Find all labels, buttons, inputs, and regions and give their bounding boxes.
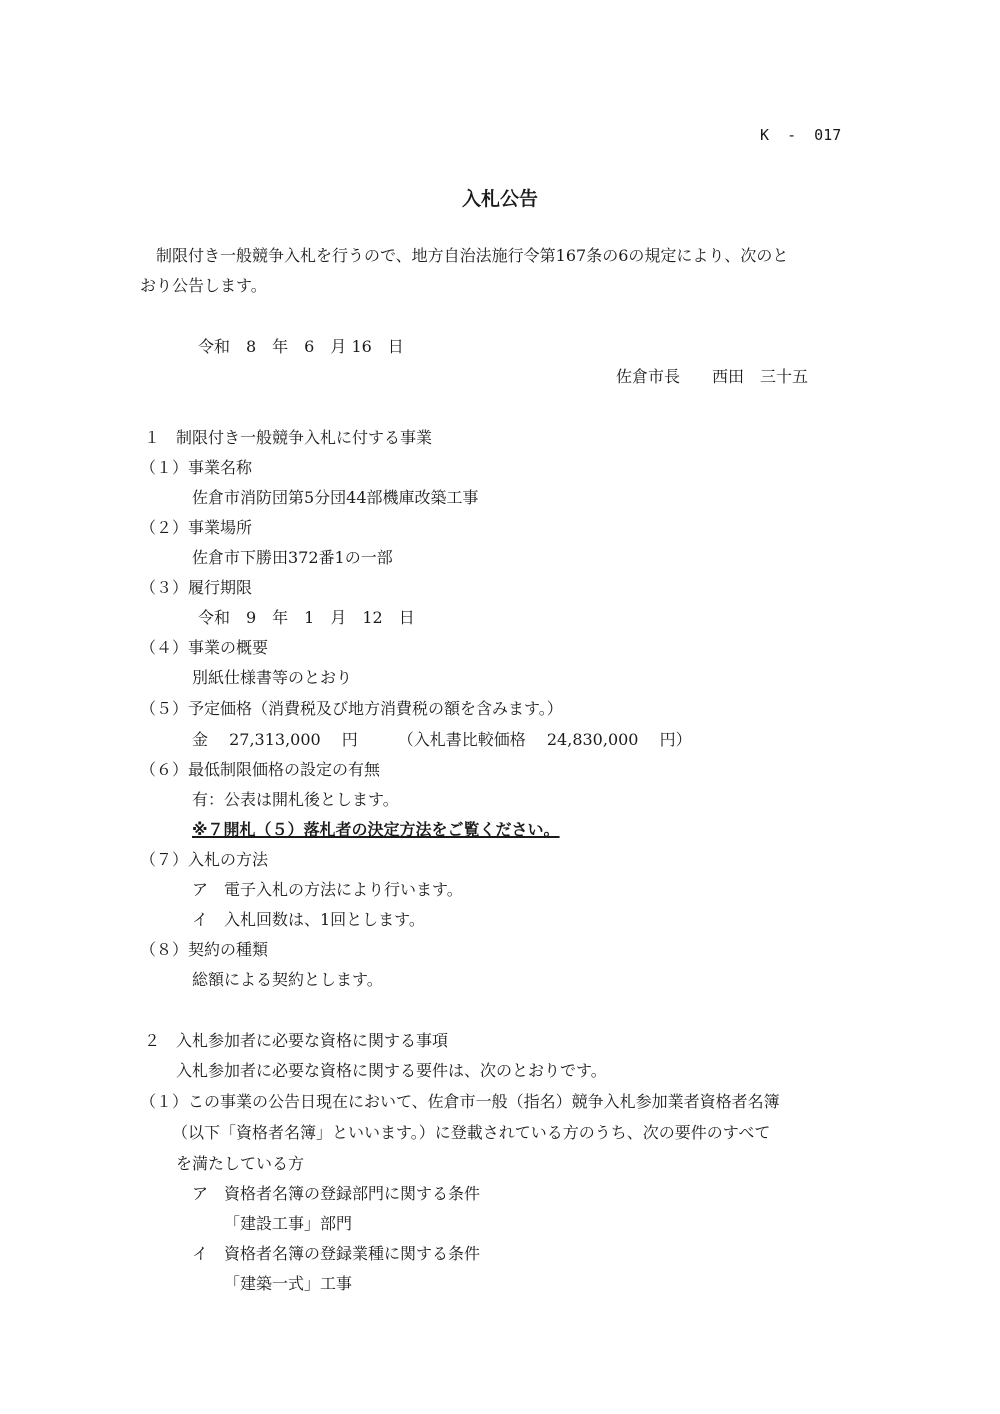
item-3-label: （３）履行期限	[140, 578, 253, 597]
item-8-label: （８）契約の種類	[140, 940, 269, 959]
item-6-label: （６）最低制限価格の設定の有無	[140, 760, 381, 779]
condition-a-value: 「建設工事」部門	[224, 1214, 353, 1233]
item-1-value: 佐倉市消防団第5分団44部機庫改築工事	[192, 488, 479, 507]
section-2-intro: 入札参加者に必要な資格に関する要件は、次のとおりです。	[176, 1061, 607, 1080]
section-2-heading: ２ 入札参加者に必要な資格に関する事項	[144, 1031, 449, 1050]
item-2-value: 佐倉市下勝田372番1の一部	[192, 548, 393, 567]
item-7-label: （７）入札の方法	[140, 850, 269, 869]
section-1-heading: １ 制限付き一般競争入札に付する事業	[144, 428, 433, 447]
item-5-label: （５）予定価格（消費税及び地方消費税の額を含みます。）	[140, 699, 563, 718]
page-title: 入札公告	[461, 188, 538, 210]
item-1-label: （１）事業名称	[140, 458, 253, 477]
condition-a-label: ア 資格者名簿の登録部門に関する条件	[192, 1184, 481, 1203]
item-2-label: （２）事業場所	[140, 518, 253, 537]
item-7-b: イ 入札回数は、1回とします。	[192, 910, 425, 929]
section-2-p1-line-3: を満たしている方	[176, 1154, 305, 1173]
item-6-note: ※７開札（５）落札者の決定方法をご覧ください。	[192, 820, 560, 839]
intro-line-1: 制限付き一般競争入札を行うので、地方自治法施行令第167条の6の規定により、次のと	[156, 246, 789, 265]
item-3-value: 令和 9 年 1 月 12 日	[198, 608, 415, 627]
condition-b-label: イ 資格者名簿の登録業種に関する条件	[192, 1244, 481, 1263]
item-8-value: 総額による契約とします。	[192, 970, 383, 989]
announcement-date: 令和 8 年 6 月 16 日	[198, 337, 404, 356]
item-5-value: 金 27,313,000 円 （入札書比較価格 24,830,000 円）	[192, 730, 692, 749]
item-6-value: 有：公表は開札後とします。	[192, 790, 399, 809]
item-4-value: 別紙仕様書等のとおり	[192, 668, 353, 687]
intro-line-2: おり公告します。	[140, 276, 267, 295]
issuer: 佐倉市長 西田 三十五	[616, 367, 809, 386]
item-4-label: （４）事業の概要	[140, 638, 269, 657]
document-number: K - 017	[760, 126, 842, 144]
condition-b-value: 「建築一式」工事	[224, 1274, 353, 1293]
section-2-p1-line-2: （以下「資格者名簿」といいます。）に登載されている方のうち、次の要件のすべて	[172, 1123, 771, 1142]
item-7-a: ア 電子入札の方法により行います。	[192, 880, 463, 899]
section-2-p1-line-1: （１）この事業の公告日現在において、佐倉市一般（指名）競争入札参加業者資格者名簿	[140, 1092, 780, 1111]
